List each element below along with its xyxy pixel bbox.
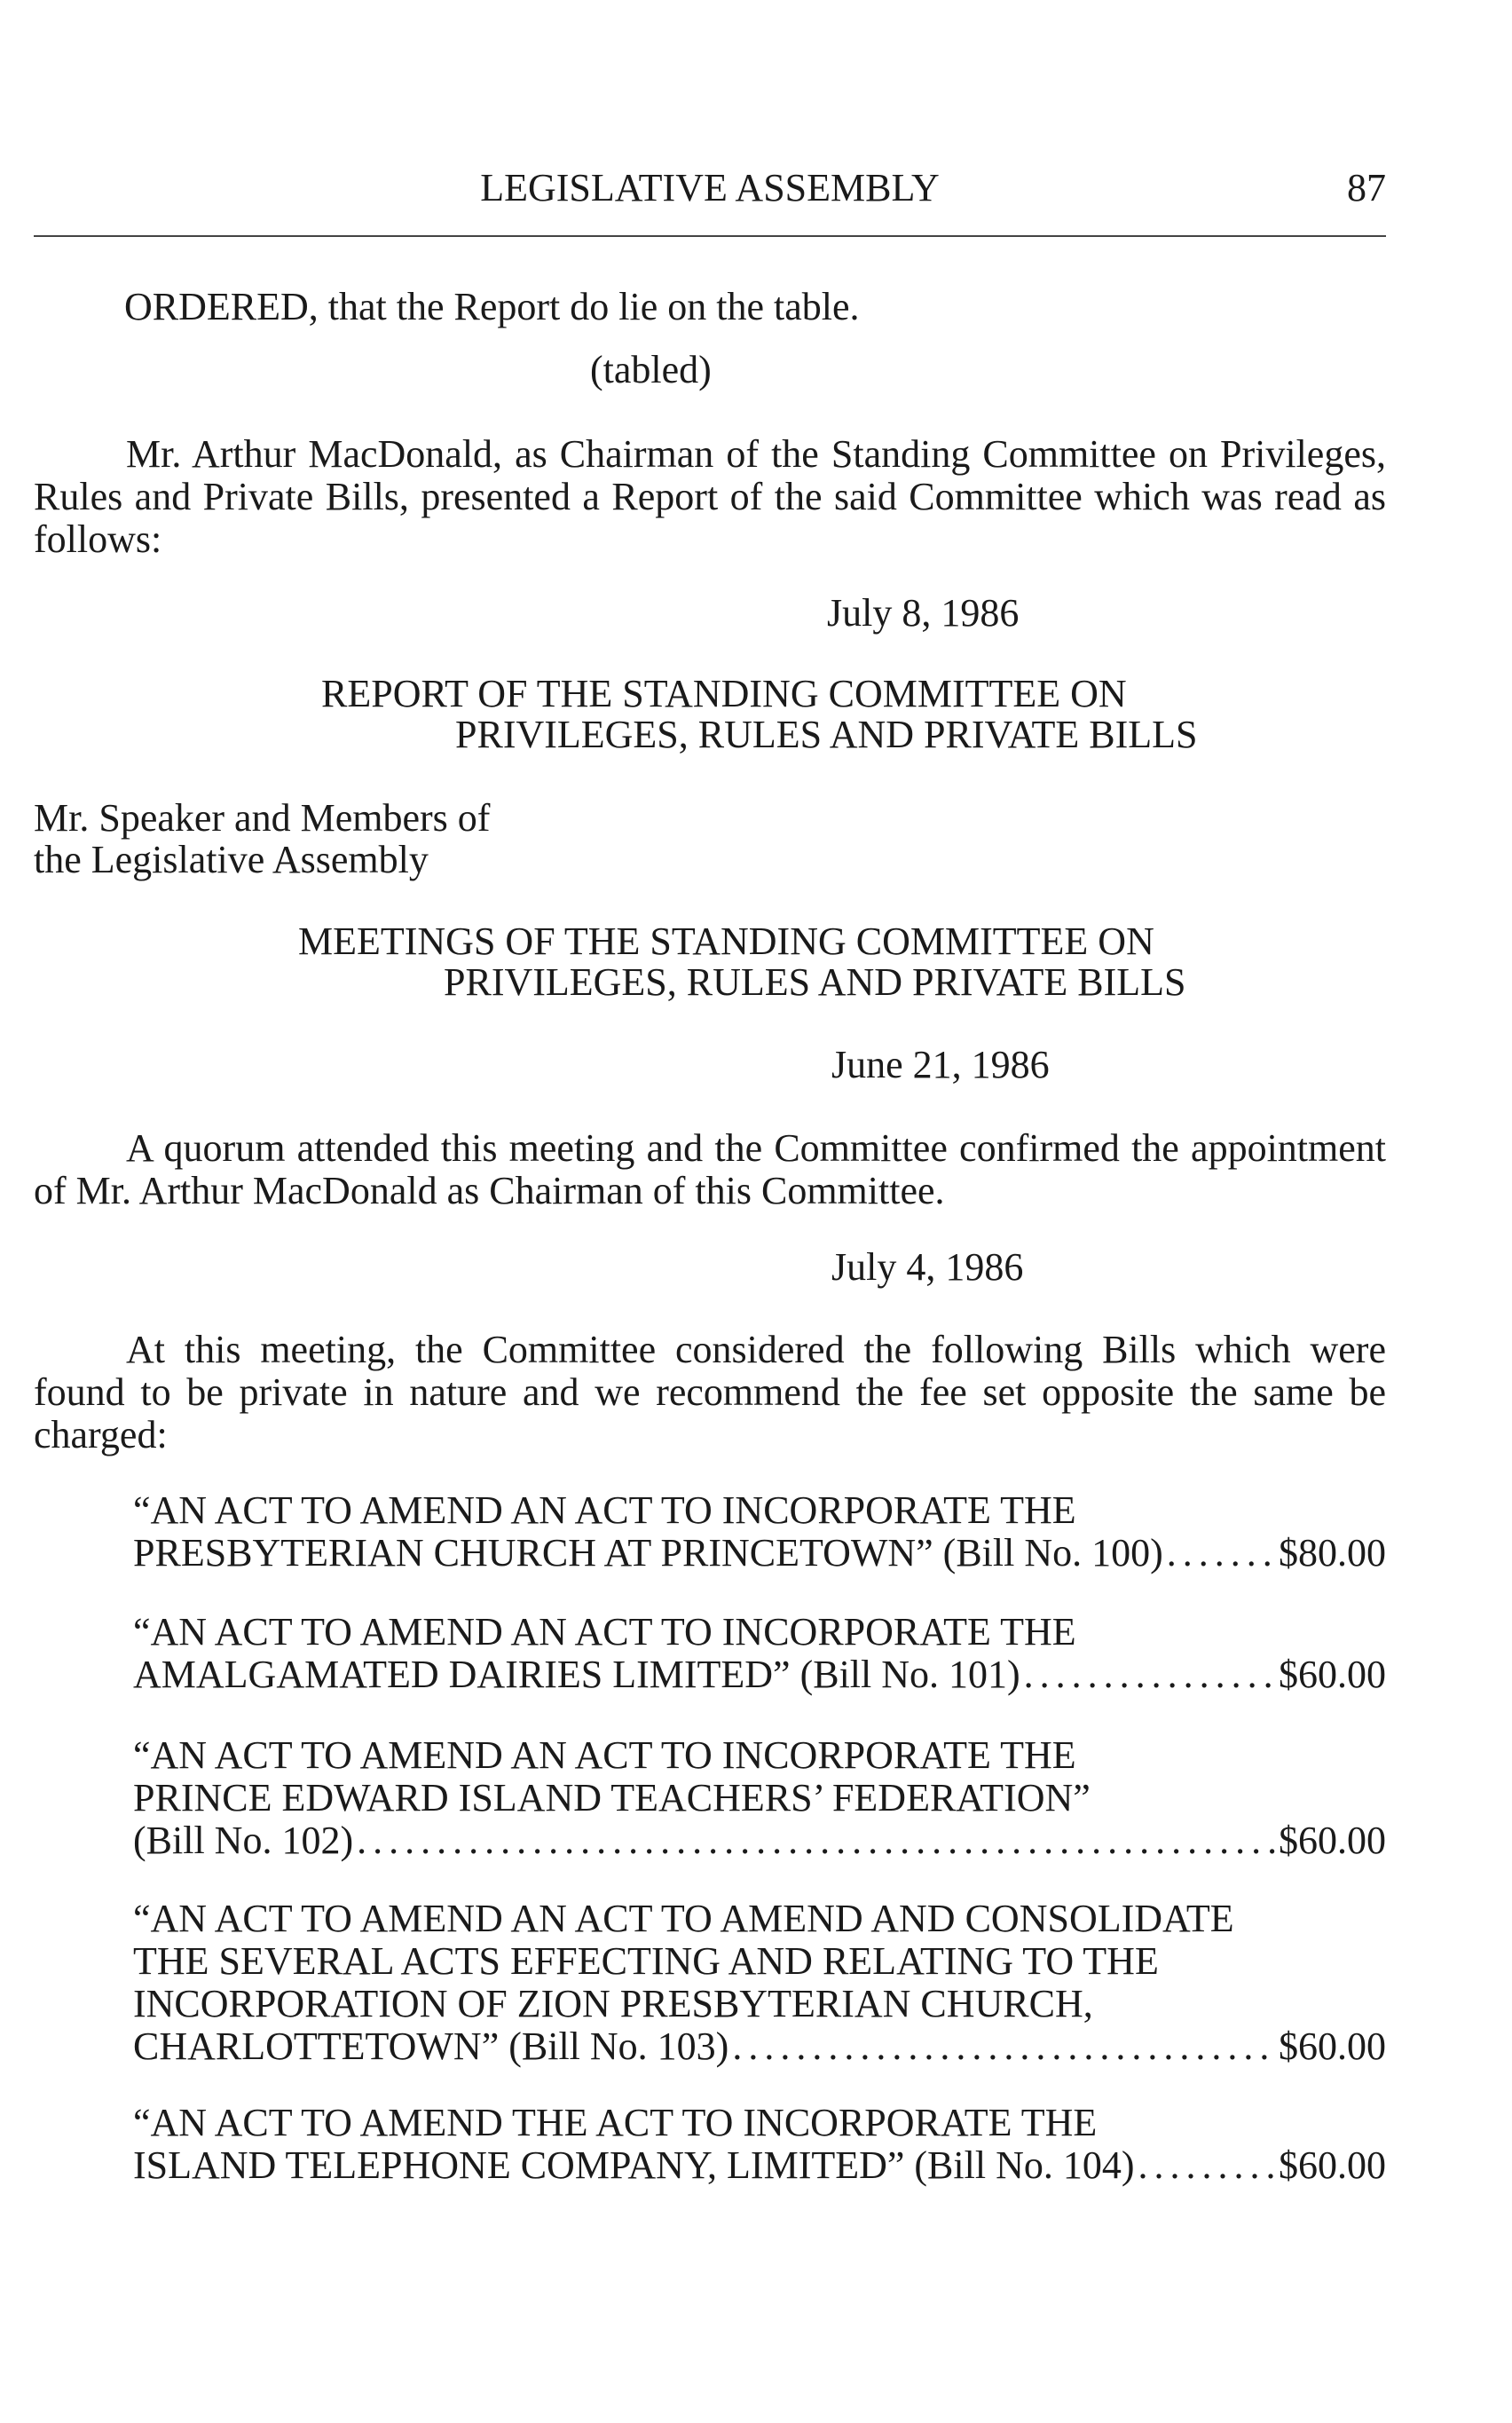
dot-leader <box>357 1819 1275 1862</box>
meeting-date-july-4: July 4, 1986 <box>831 1245 1024 1289</box>
bill-fee: $60.00 <box>1279 2024 1386 2068</box>
intro-paragraph: Mr. Arthur MacDonald, as Chairman of the Standing Committee on Privileges, Rules and Private Bills, presented a Report of the said Committee which was read as follows: <box>34 432 1386 561</box>
dot-leader <box>1024 1653 1275 1696</box>
meetings-title-line2: PRIVILEGES, RULES AND PRIVATE BILLS <box>444 960 1186 1004</box>
dot-leader <box>732 2025 1275 2068</box>
dot-leader <box>1138 2144 1275 2187</box>
bill-entry <box>133 1611 1386 1696</box>
report-date: July 8, 1986 <box>827 591 1020 635</box>
page-number: 87 <box>1347 166 1386 209</box>
bill-title-line: “AN ACT TO AMEND AN ACT TO INCORPORATE THE <box>133 1488 1076 1532</box>
bill-reference: PRESBYTERIAN CHURCH AT PRINCETOWN” (Bill No. 100) <box>133 1531 1163 1575</box>
bill-last-line <box>133 2025 1386 2068</box>
bill-reference: (Bill No. 102) <box>133 1819 354 1862</box>
bill-fee: $60.00 <box>1279 1653 1386 1696</box>
bill-entry <box>133 1489 1386 1575</box>
meeting-date-june-21: June 21, 1986 <box>831 1043 1050 1086</box>
bill-entry <box>133 1898 1386 2068</box>
report-title-line1: REPORT OF THE STANDING COMMITTEE ON <box>321 672 1127 715</box>
ordered-line: ORDERED, that the Report do lie on the table. <box>124 285 860 328</box>
bill-fee: $60.00 <box>1279 1819 1386 1862</box>
bill-fee: $60.00 <box>1279 2143 1386 2187</box>
tabled-note: (tabled) <box>590 348 712 391</box>
bill-title-line: “AN ACT TO AMEND THE ACT TO INCORPORATE THE <box>133 2101 1098 2144</box>
bill-last-line <box>133 1819 1386 1862</box>
bill-last-line <box>133 1532 1386 1575</box>
running-head: LEGISLATIVE ASSEMBLY <box>480 166 940 209</box>
header-rule <box>34 235 1386 237</box>
bill-title-line: “AN ACT TO AMEND AN ACT TO AMEND AND CONSOLIDATE <box>133 1897 1234 1940</box>
bill-fee: $80.00 <box>1279 1531 1386 1575</box>
bill-entry <box>133 1734 1386 1862</box>
bill-title-line: “AN ACT TO AMEND AN ACT TO INCORPORATE THE <box>133 1733 1076 1777</box>
bill-title-line: “AN ACT TO AMEND AN ACT TO INCORPORATE THE <box>133 1610 1076 1653</box>
bill-title-line: PRINCE EDWARD ISLAND TEACHERS’ FEDERATION” <box>133 1776 1091 1819</box>
bill-last-line <box>133 1653 1386 1696</box>
salutation-line1: Mr. Speaker and Members of <box>34 796 491 840</box>
dot-leader <box>1167 1532 1275 1575</box>
meeting1-paragraph: A quorum attended this meeting and the Committee confirmed the appointment of Mr. Arthur MacDonald as Chairman of this Committee. <box>34 1126 1386 1212</box>
bill-entry <box>133 2102 1386 2187</box>
bill-last-line <box>133 2144 1386 2187</box>
bill-reference: ISLAND TELEPHONE COMPANY, LIMITED” (Bill No. 104) <box>133 2143 1135 2187</box>
report-title-line2: PRIVILEGES, RULES AND PRIVATE BILLS <box>455 713 1198 756</box>
bill-reference: CHARLOTTETOWN” (Bill No. 103) <box>133 2024 729 2068</box>
meetings-title-line1: MEETINGS OF THE STANDING COMMITTEE ON <box>298 919 1154 963</box>
bill-reference: AMALGAMATED DAIRIES LIMITED” (Bill No. 101) <box>133 1653 1020 1696</box>
bill-title-line: INCORPORATION OF ZION PRESBYTERIAN CHURCH, <box>133 1982 1093 2025</box>
meeting2-paragraph: At this meeting, the Committee considered the following Bills which were found to be private in nature and we recommend the fee set opposite the same be charged: <box>34 1328 1386 1456</box>
salutation-line2: the Legislative Assembly <box>34 838 429 881</box>
bill-title-line: THE SEVERAL ACTS EFFECTING AND RELATING TO THE <box>133 1939 1159 1983</box>
